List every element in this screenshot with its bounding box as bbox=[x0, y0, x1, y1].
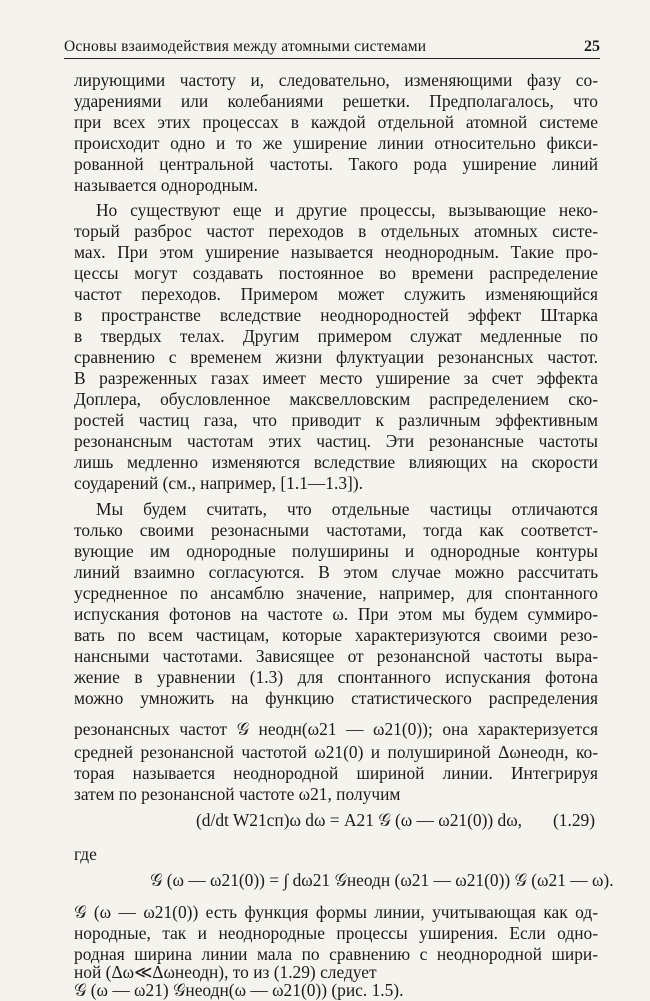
text-line: ной (Δω≪Δωнеодн), то из (1.29) следует bbox=[74, 962, 377, 982]
text-line: родная ширина линии мала по сравнению с неоднородной шири- bbox=[74, 944, 598, 964]
text-line: В разреженных газах имеет место уширение за счет эффекта bbox=[74, 368, 598, 388]
text-line: в твердых телах. Другим примером служат медленные по bbox=[74, 326, 598, 346]
text-line: в пространстве вследствие неоднородностей эффект Штарка bbox=[74, 305, 598, 325]
running-header bbox=[64, 38, 600, 59]
text-line: лирующими частоту и, следовательно, изменяющими фазу со- bbox=[74, 70, 598, 90]
text-line: при всех этих процессах в каждой отдельной атомной системе bbox=[74, 112, 598, 132]
text-line: средней резонансной частотой ω21(0) и полушириной Δωнеодн, ко- bbox=[74, 742, 598, 762]
text-line: цессы могут создавать постоянное во времени распределение bbox=[74, 263, 598, 283]
text-line: соударений (см., например, [1.1—1.3]). bbox=[74, 473, 363, 493]
text-line: называется однородным. bbox=[74, 175, 259, 195]
text-line: линий взаимно согласуются. В этом случае можно рассчитать bbox=[74, 562, 598, 582]
text-line: вать по всем частицам, которые характеризуются своими резо- bbox=[74, 625, 598, 645]
text-line: резонансным частотам этих частиц. Эти резонансные частоты bbox=[74, 431, 598, 451]
text-line: вующие им однородные полуширины и однородные контуры bbox=[74, 541, 598, 561]
equation-1-29: (d/dt W21сп)ω dω = A21 𝒢 (ω — ω21(0)) dω, bbox=[196, 810, 523, 830]
text-line: Но существуют еще и другие процессы, вызывающие неко- bbox=[96, 200, 598, 220]
text-line: нородные, так и неоднородные процессы уширения. Если одно- bbox=[74, 923, 598, 943]
text-line: ростей частиц газа, что приводит к различным эффективным bbox=[74, 410, 598, 430]
text-line: где bbox=[74, 844, 97, 864]
text-line: нансными частотами. Зависящее от резонансной частоты выра- bbox=[74, 646, 598, 666]
text-line: можно умножить на функцию статистического распределения bbox=[74, 688, 598, 708]
text-line: Мы будем считать, что отдельные частицы отличаются bbox=[96, 499, 598, 519]
text-line: торая называется неоднородной шириной линии. Интегрируя bbox=[74, 763, 598, 783]
text-line: лишь медленно изменяются вследствие влияющих на скорости bbox=[74, 452, 598, 472]
text-line: 𝒢 (ω — ω21) 𝒢неодн(ω — ω21(0)) (рис. 1.5). bbox=[74, 980, 404, 1000]
text-line: резонансных частот 𝒢 неодн(ω21 — ω21(0)); она характеризуется bbox=[74, 719, 598, 739]
page-number: 25 bbox=[584, 38, 600, 55]
equation-line-shape-definition: 𝒢 (ω — ω21(0)) = ∫ dω21 𝒢неодн (ω21 — ω21(0)) 𝒢 (ω21 — ω). bbox=[150, 870, 614, 890]
text-line: сравнению с временем жизни флуктуации резонансных частот. bbox=[74, 347, 598, 367]
text-line: Доплера, обусловленное максвелловским распределением ско- bbox=[74, 389, 598, 409]
equation-number: (1.29) bbox=[553, 810, 596, 830]
text-line: частот переходов. Примером может служить изменяющийся bbox=[74, 284, 598, 304]
text-line: торый разброс частот переходов в отдельных атомных систе- bbox=[74, 221, 598, 241]
text-line: рованной центральной частоты. Такого рода уширение линий bbox=[74, 154, 598, 174]
text-line: жение в уравнении (1.3) для спонтанного испускания фотона bbox=[74, 667, 598, 687]
text-line: усредненное по ансамблю значение, например, для спонтанного bbox=[74, 583, 598, 603]
text-line: затем по резонансной частоте ω21, получим bbox=[74, 784, 401, 804]
running-title: Основы взаимодействия между атомными системами bbox=[64, 38, 427, 55]
text-line: мах. При этом уширение называется неоднородным. Такие про- bbox=[74, 242, 598, 262]
text-line: происходит одно и то же уширение линии относительно фикси- bbox=[74, 133, 598, 153]
text-line: только своими резонасными частотами, тогда как соответст- bbox=[74, 520, 598, 540]
text-line: ударениями или колебаниями решетки. Предполагалось, что bbox=[74, 91, 598, 111]
text-line: 𝒢 (ω — ω21(0)) есть функция формы линии, учитывающая как од- bbox=[74, 902, 598, 922]
text-line: испускания фотонов на частоте ω. При этом мы будем суммиро- bbox=[74, 604, 598, 624]
